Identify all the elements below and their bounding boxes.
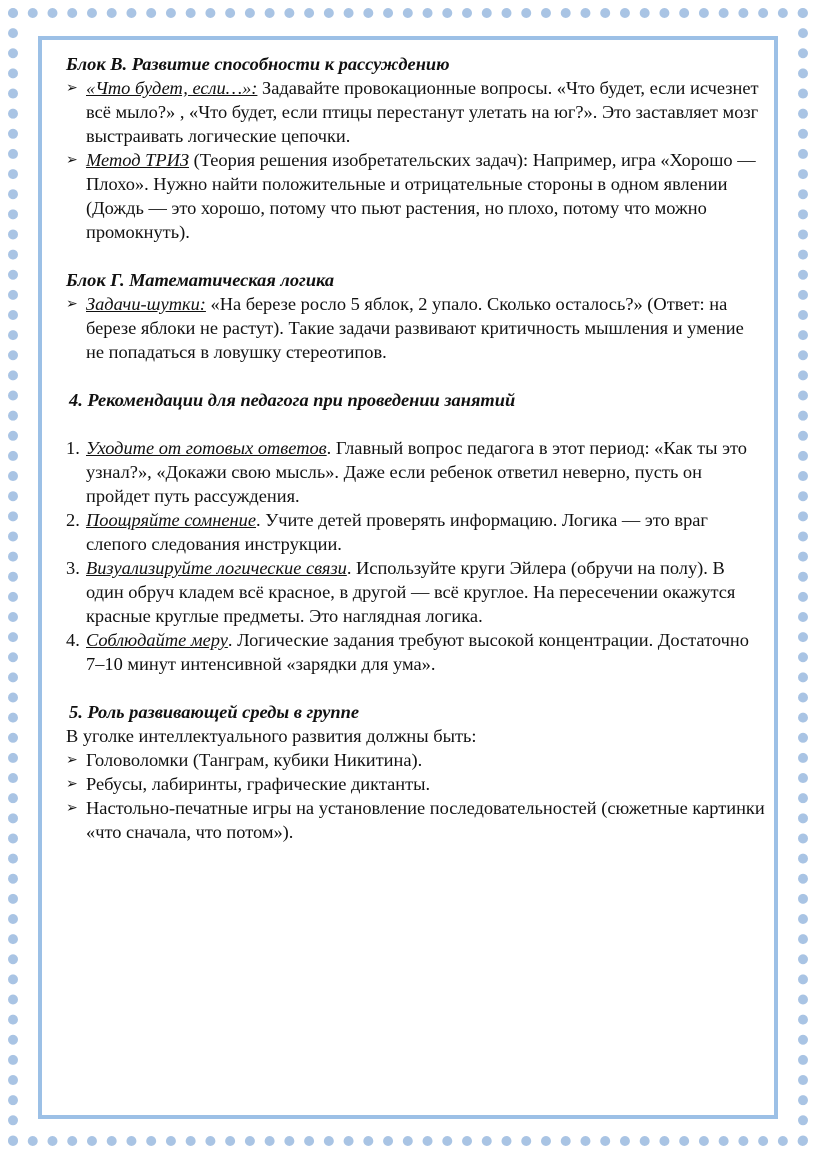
recommendations-list <box>66 436 766 676</box>
item-text: «На березе росло 5 яблок, 2 упало. Сколько осталось?» (Ответ: на березе яблоки не растут). Такие задачи развивают критичность мышления и умение не попадаться в ловушку стереотипов. <box>86 294 744 362</box>
list-item <box>66 748 766 772</box>
item-term: «Что будет, если…»: <box>86 78 258 98</box>
item-number: 1. <box>66 438 80 458</box>
item-text: Настольно-печатные игры на установление последовательностей (сюжетные картинки «что сначала, что потом»). <box>86 798 765 842</box>
item-term: Метод ТРИЗ <box>86 150 189 170</box>
list-item <box>66 436 766 508</box>
item-number: 3. <box>66 558 80 578</box>
item-text: . Главный вопрос педагога в этот период: «Как ты это узнал?», «Докажи свою мысль». Даже если ребенок ответил неверно, пусть он пройдет путь рассуждения. <box>86 438 747 506</box>
block-g-heading: Блок Г. Математическая логика <box>66 270 335 290</box>
arrowhead-bullet-icon: ➢ <box>66 800 78 816</box>
item-text: . Логические задания требуют высокой концентрации. Достаточно 7–10 минут интенсивной «зарядки для ума». <box>86 630 749 674</box>
arrowhead-bullet-icon: ➢ <box>66 152 78 168</box>
item-term: Соблюдайте меру <box>86 630 228 650</box>
arrowhead-bullet-icon: ➢ <box>66 776 78 792</box>
item-term: Уходите от готовых ответов <box>86 438 327 458</box>
item-text: Задавайте провокационные вопросы. «Что будет, если исчезнет всё мыло?» , «Что будет, если птицы перестанут улетать на юг?». Это заставляет мозг выстраивать логические цепочки. <box>86 78 759 146</box>
arrowhead-bullet-icon: ➢ <box>66 80 78 96</box>
item-number: 2. <box>66 510 80 530</box>
section-5-heading: 5. Роль развивающей среды в группе <box>69 702 360 722</box>
item-text: Головоломки (Танграм, кубики Никитина). <box>86 750 423 770</box>
list-item <box>66 556 766 628</box>
item-term: Поощряйте сомнение <box>86 510 256 530</box>
environment-list <box>66 748 766 844</box>
item-text: Ребусы, лабиринты, графические диктанты. <box>86 774 431 794</box>
item-term: Визуализируйте логические связи <box>86 558 347 578</box>
item-number: 4. <box>66 630 80 650</box>
block-v-list <box>66 76 766 244</box>
list-item <box>66 796 766 844</box>
item-text: (Теория решения изобретательских задач): Например, игра «Хорошо — Плохо». Нужно найти положительные и отрицательные стороны в одном явлении (Дождь — это хорошо, потому что пьют растения, но плохо, потому что можно промокнуть). <box>86 150 756 242</box>
list-item <box>66 772 766 796</box>
list-item <box>66 148 766 244</box>
document-body <box>66 52 766 844</box>
item-text: . Учите детей проверять информацию. Логика — это враг слепого следования инструкции. <box>86 510 708 554</box>
item-term: Задачи-шутки: <box>86 294 206 314</box>
arrowhead-bullet-icon: ➢ <box>66 752 78 768</box>
section-4-heading: 4. Рекомендации для педагога при проведении занятий <box>69 390 516 410</box>
block-g-list <box>66 292 766 364</box>
arrowhead-bullet-icon: ➢ <box>66 296 78 312</box>
list-item <box>66 292 766 364</box>
section-5-intro: В уголке интеллектуального развития должны быть: <box>66 726 477 746</box>
list-item <box>66 628 766 676</box>
block-v-heading: Блок В. Развитие способности к рассуждению <box>66 54 450 74</box>
item-text: . Используйте круги Эйлера (обручи на полу). В один обруч кладем всё красное, в другой — всё круглое. На пересечении окажутся красные круглые предметы. Это наглядная логика. <box>86 558 736 626</box>
list-item <box>66 76 766 148</box>
list-item <box>66 508 766 556</box>
